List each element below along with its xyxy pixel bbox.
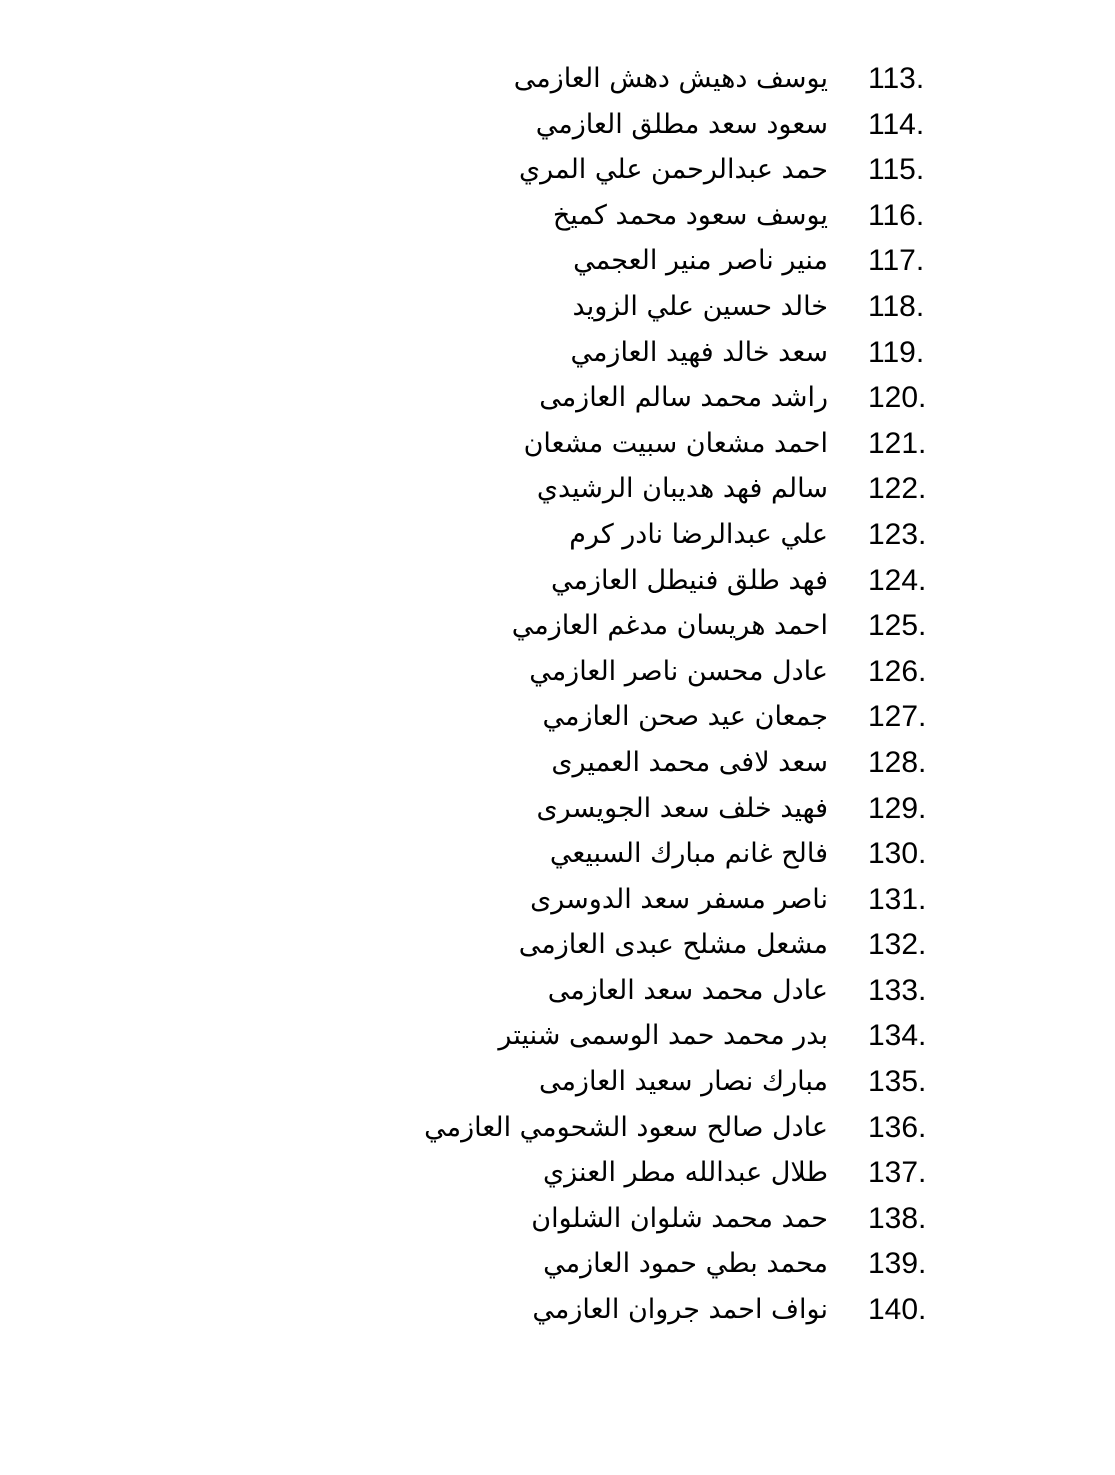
item-number: 121. [868,426,927,460]
item-number: 131. [868,882,927,916]
list-item [0,239,1115,285]
list-item [0,513,1115,559]
item-number: 115. [868,153,925,187]
item-number: 114. [868,107,925,141]
person-name: عادل محمد سعد العازمى [547,974,828,1006]
item-number: 118. [868,289,925,323]
item-number: 136. [868,1110,927,1144]
list-item [0,194,1115,240]
person-name: يوسف سعود محمد كميخ [552,199,828,231]
item-number: 119. [868,335,925,369]
list-item [0,1106,1115,1152]
item-number: 116. [868,198,925,232]
list-item [0,1151,1115,1197]
person-name: يوسف دهيش دهش العازمى [513,63,828,94]
person-name: حمد عبدالرحمن علي المري [518,154,828,186]
list-item [0,604,1115,650]
person-name: بدر محمد حمد الوسمى شنيتر [498,1020,828,1052]
person-name: سعد لافى محمد العميرى [551,746,828,778]
item-number: 137. [868,1156,927,1190]
person-name: احمد مشعان سبيت مشعان [523,427,828,459]
list-item [0,923,1115,969]
item-number: 113. [868,62,925,95]
item-number: 138. [868,1201,927,1235]
person-name: محمد بطي حمود العازمي [543,1248,828,1280]
item-number: 120. [868,381,927,415]
person-name: فالح غانم مبارك السبيعي [549,838,828,870]
item-number: 129. [868,791,927,825]
item-number: 122. [868,472,927,506]
item-number: 134. [868,1019,927,1053]
person-name: مشعل مشلح عبدى العازمى [518,929,828,961]
item-number: 133. [868,973,927,1007]
item-number: 140. [868,1293,927,1327]
list-item [0,832,1115,878]
list-item [0,741,1115,787]
item-number: 135. [868,1065,927,1099]
list-item [0,650,1115,696]
person-name: عادل صالح سعود الشحومي العازمي [424,1111,828,1143]
person-name: فهيد خلف سعد الجويسرى [536,792,828,824]
person-name: مبارك نصار سعيد العازمى [538,1066,828,1098]
item-number: 123. [868,517,927,551]
item-number: 128. [868,745,927,779]
list-item [0,1014,1115,1060]
list-item [0,376,1115,422]
list-item [0,467,1115,513]
list-item [0,695,1115,741]
item-number: 117. [868,244,925,278]
list-item [0,422,1115,468]
list-item [0,1288,1115,1334]
person-name: منير ناصر منير العجمي [573,245,828,277]
person-name: سعد خالد فهيد العازمي [570,336,828,368]
list-item [0,103,1115,149]
list-item [0,285,1115,331]
person-name: حمد محمد شلوان الشلوان [531,1202,828,1234]
person-name: سعود سعد مطلق العازمي [535,108,828,140]
list-item [0,148,1115,194]
person-name: احمد هريسان مدغم العازمي [511,610,828,642]
list-item [0,878,1115,924]
item-number: 130. [868,837,927,871]
person-name: سالم فهد هديبان الرشيدي [536,473,828,505]
list-item [0,1060,1115,1106]
list-item [0,1197,1115,1243]
person-name: فهد طلق فنيطل العازمي [550,564,828,596]
list-item [0,331,1115,377]
person-name: جمعان عيد صحن العازمي [542,701,828,733]
item-number: 127. [868,700,927,734]
item-number: 132. [868,928,927,962]
item-number: 124. [868,563,927,597]
item-number: 125. [868,609,927,643]
list-item [0,1242,1115,1288]
person-name: راشد محمد سالم العازمى [539,382,828,414]
person-name: طلال عبدالله مطر العنزي [543,1157,828,1189]
list-item [0,57,1115,103]
person-name: علي عبدالرضا نادر كرم [569,518,828,550]
person-name: ناصر مسفر سعد الدوسرى [530,883,828,915]
list-item [0,969,1115,1015]
person-name: عادل محسن ناصر العازمي [529,655,828,687]
person-name: خالد حسين علي الزويد [572,290,828,322]
list-item [0,787,1115,833]
item-number: 139. [868,1247,927,1281]
name-list [0,57,1115,1334]
person-name: نواف احمد جروان العازمي [532,1294,828,1326]
item-number: 126. [868,654,927,688]
list-item [0,559,1115,605]
